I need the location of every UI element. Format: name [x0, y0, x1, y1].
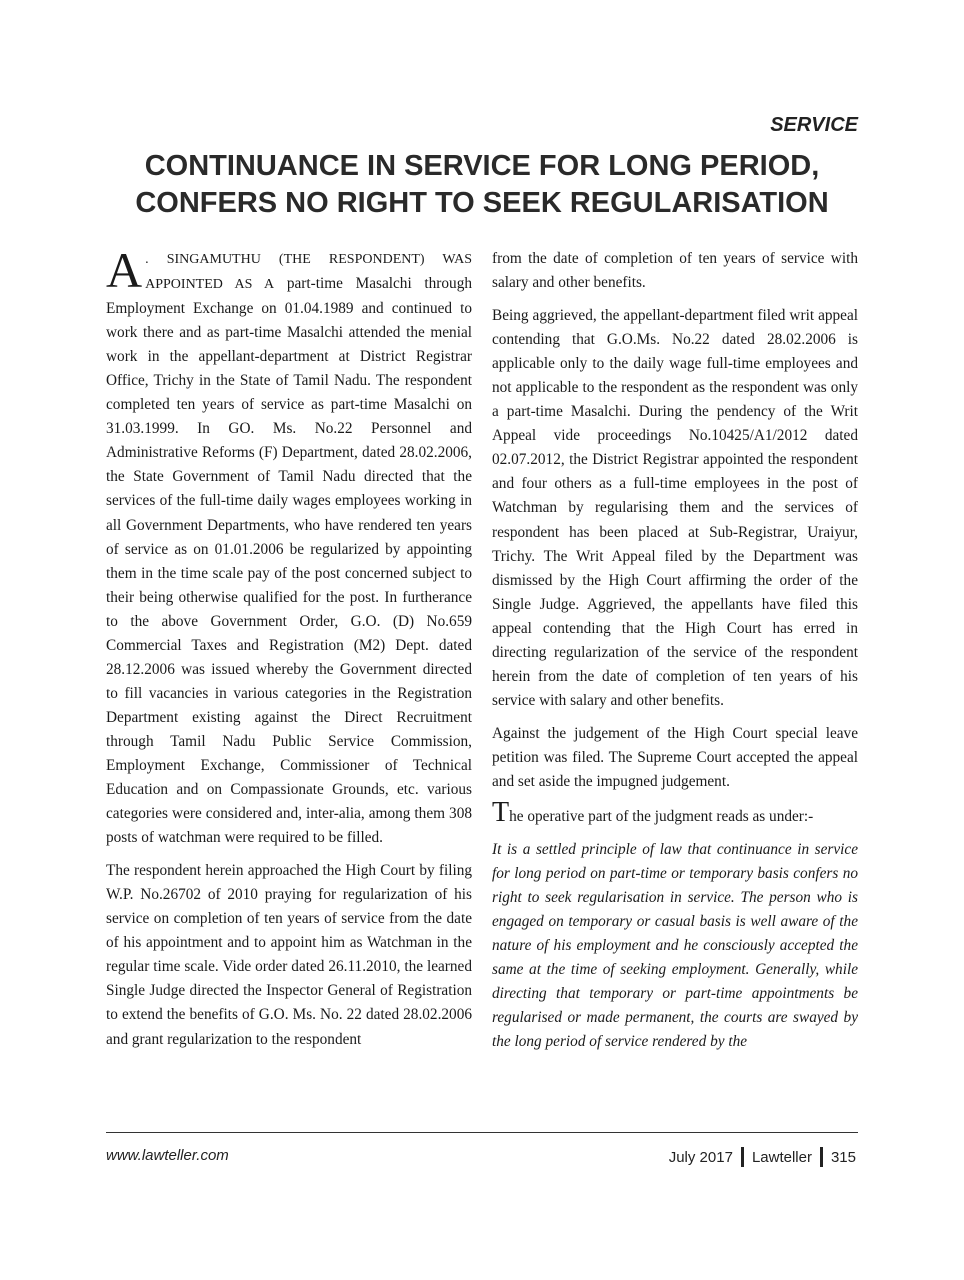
paragraph	[492, 797, 858, 829]
title-line-2: CONFERS NO RIGHT TO SEEK REGULARISATION	[135, 187, 829, 219]
issue-date: July 2017	[668, 1148, 733, 1166]
website-link[interactable]: www.lawteller.com	[106, 1147, 229, 1164]
paragraph: Being aggrieved, the appellant-department filed writ appeal contending that G.O.Ms. No.22 dated 28.02.2006 is applicable only to the daily wage full-time employees and not applicable to the respondent as the respondent was only a part-time Masalchi. During the pendency of the Writ Appeal vide proceedings No.10425/A1/2012 dated 02.07.2012, the District Registrar appointed the respondent and four others as a full-time employees in the post of Watchman by regularising them and the services of respondent has been placed at Sub-Registrar, Uraiyur, Trichy. The Writ Appeal filed by the Department was dismissed by the High Court affirming the order of the Single Judge. Aggrieved, the appellants have filed this appeal contending that the High Court has erred in directing regularization of the service of the respondent herein from the date of completion of ten years of his service with salary and other benefits.	[492, 307, 858, 709]
paragraph	[106, 242, 472, 850]
paragraph-text: part-time Masalchi through Employment Exchange on 01.04.1989 and continued to work there and as part-time Masalchi attended the menial work in the appellant-department at District Registrar Office, Trichy in the State of Tamil Nadu. The respondent completed ten years of service as part-time Masalchi on 31.03.1999. In GO. Ms. No.22 Personnel and Administrative Reforms (F) Department, dated 28.02.2006, the State Government of Tamil Nadu directed that the services of the full-time daily wages employees working in all Government Departments, who have rendered ten years of service as on 01.01.2006 be regularized by appointing them in the time scale pay of the post concerned subject to their being otherwise qualified for the post. In furtherance to the above Government Order, G.O. (D) No.659 Commercial Taxes and Registration (M2) Dept. dated 28.12.2006 was issued whereby the Government directed to fill vacancies in various categories in the Registration Department existing against the Direct Recruitment through Tamil Nadu Public Service Commission, Employment Exchange, Commissioner of Technical Education and on Compassionate Grounds, etc. various categories were considered and, inter-alia, among them 308 posts of watchman were required to be filled.	[106, 275, 472, 847]
paragraph: Against the judgement of the High Court special leave petition was filed. The Supreme Court accepted the appeal and set aside the impugned judgement.	[492, 724, 858, 790]
separator-bar	[820, 1147, 823, 1167]
paragraph-text: he operative part of the judgment reads as under:-	[509, 808, 814, 826]
judgment-quote: It is a settled principle of law that continuance in service for long period on part-time or temporary basis confers no right to seek regularisation in service. The person who is engaged on temporary or casual basis is well aware of the nature of his employment and he consciously accepted the same at the time of seeking employment. Generally, while directing that temporary or part-time appointments be regularised or made permanent, the courts are swayed by the long period of service rendered by the	[492, 841, 858, 1051]
section-label: SERVICE	[770, 114, 858, 136]
footer-info	[669, 1147, 856, 1167]
left-column	[106, 242, 472, 1061]
right-column	[492, 247, 858, 1064]
page-number: 315	[830, 1148, 856, 1166]
footer-divider	[106, 1132, 858, 1133]
paragraph: from the date of completion of ten years of service with salary and other benefits.	[492, 250, 858, 292]
article-title	[60, 148, 904, 222]
drop-cap: T	[492, 797, 510, 829]
separator-bar	[741, 1147, 744, 1167]
lead-in-text: . SINGAMUTHU (THE RESPONDENT) WAS APPOINTED AS A	[145, 252, 472, 293]
publication-name: Lawteller	[751, 1148, 812, 1166]
title-line-1: CONTINUANCE IN SERVICE FOR LONG PERIOD,	[144, 150, 820, 182]
drop-cap: A	[106, 242, 143, 298]
paragraph: The respondent herein approached the High Court by filing W.P. No.26702 of 2010 praying for regularization of his service on completion of ten years of service from the date of his appointment and to appoint him as Watchman in the regular time scale. Vide order dated 26.11.2010, the learned Single Judge directed the Inspector General of Registration to extend the benefits of G.O. Ms. No. 22 dated 28.02.2006 and grant regularization to the respondent	[106, 862, 472, 1048]
